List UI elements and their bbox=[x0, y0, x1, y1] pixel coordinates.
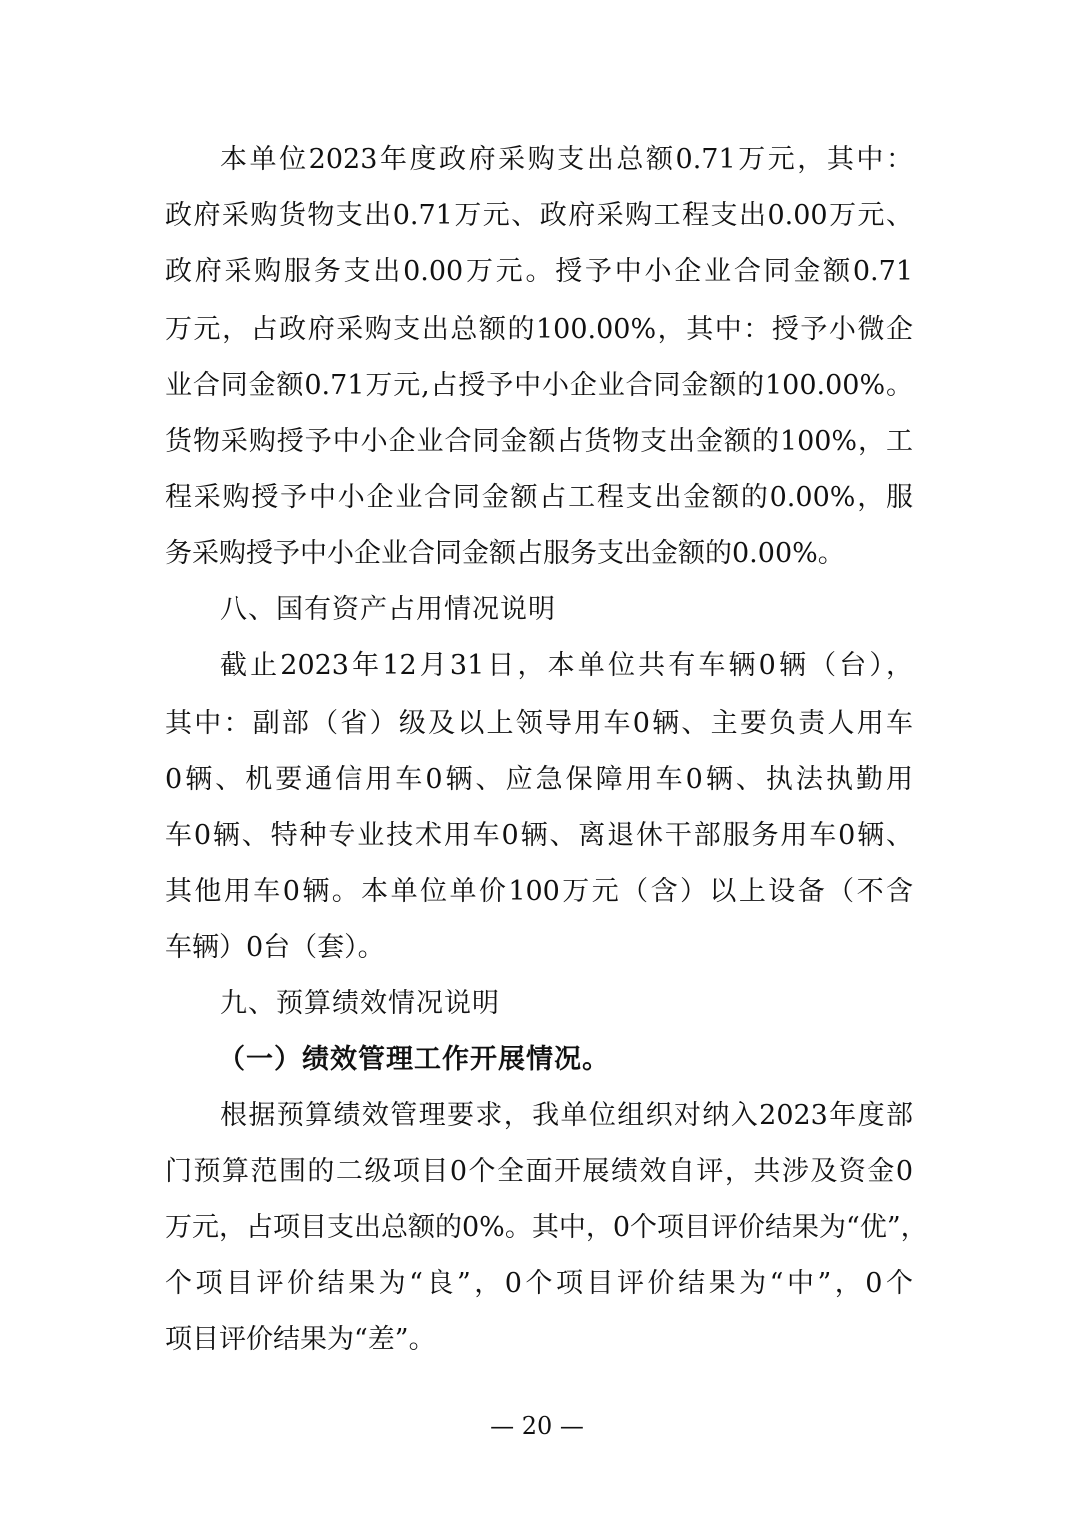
assets-line-5: 其他用车0辆。本单位单价100万元（含）以上设备（不含 bbox=[165, 876, 913, 907]
assets-line-1: 截止2023年12月31日，本单位共有车辆0辆（台）， bbox=[220, 650, 913, 681]
performance-line-2: 门预算范围的二级项目0个全面开展绩效自评，共涉及资金0 bbox=[165, 1156, 913, 1187]
performance-line-3: 万元，占项目支出总额的0%。其中，0个项目评价结果为“优”， bbox=[165, 1212, 928, 1243]
assets-line-2: 其中：副部（省）级及以上领导用车0辆、主要负责人用车 bbox=[165, 708, 913, 739]
procurement-line-5: 业合同金额0.71万元,占授予中小企业合同金额的100.00%。 bbox=[165, 370, 913, 401]
performance-line-5: 项目评价结果为“差”。 bbox=[165, 1324, 436, 1355]
section-9-heading: 九、预算绩效情况说明 bbox=[220, 988, 500, 1019]
procurement-line-6: 货物采购授予中小企业合同金额占货物支出金额的100%，工 bbox=[165, 426, 913, 457]
assets-line-3: 0辆、机要通信用车0辆、应急保障用车0辆、执法执勤用 bbox=[165, 764, 913, 795]
assets-line-6: 车辆）0台（套）。 bbox=[165, 932, 385, 963]
performance-line-4: 个项目评价结果为“良”，0个项目评价结果为“中”，0个 bbox=[165, 1268, 913, 1299]
procurement-line-2: 政府采购货物支出0.71万元、政府采购工程支出0.00万元、 bbox=[165, 200, 913, 231]
procurement-line-4: 万元，占政府采购支出总额的100.00%，其中：授予小微企 bbox=[165, 314, 913, 345]
procurement-line-7: 程采购授予中小企业合同金额占工程支出金额的0.00%，服 bbox=[165, 482, 913, 513]
section-9-subheading: （一）绩效管理工作开展情况。 bbox=[218, 1044, 610, 1075]
assets-line-4: 车0辆、特种专业技术用车0辆、离退休干部服务用车0辆、 bbox=[165, 820, 913, 851]
procurement-line-3: 政府采购服务支出0.00万元。授予中小企业合同金额0.71 bbox=[165, 256, 913, 287]
procurement-line-8: 务采购授予中小企业合同金额占服务支出金额的0.00%。 bbox=[165, 538, 845, 569]
performance-line-1: 根据预算绩效管理要求，我单位组织对纳入2023年度部 bbox=[220, 1100, 913, 1131]
page-number: — 20 — bbox=[490, 1412, 584, 1440]
section-8-heading: 八、国有资产占用情况说明 bbox=[220, 594, 556, 625]
procurement-line-1: 本单位2023年度政府采购支出总额0.71万元，其中： bbox=[220, 144, 913, 175]
